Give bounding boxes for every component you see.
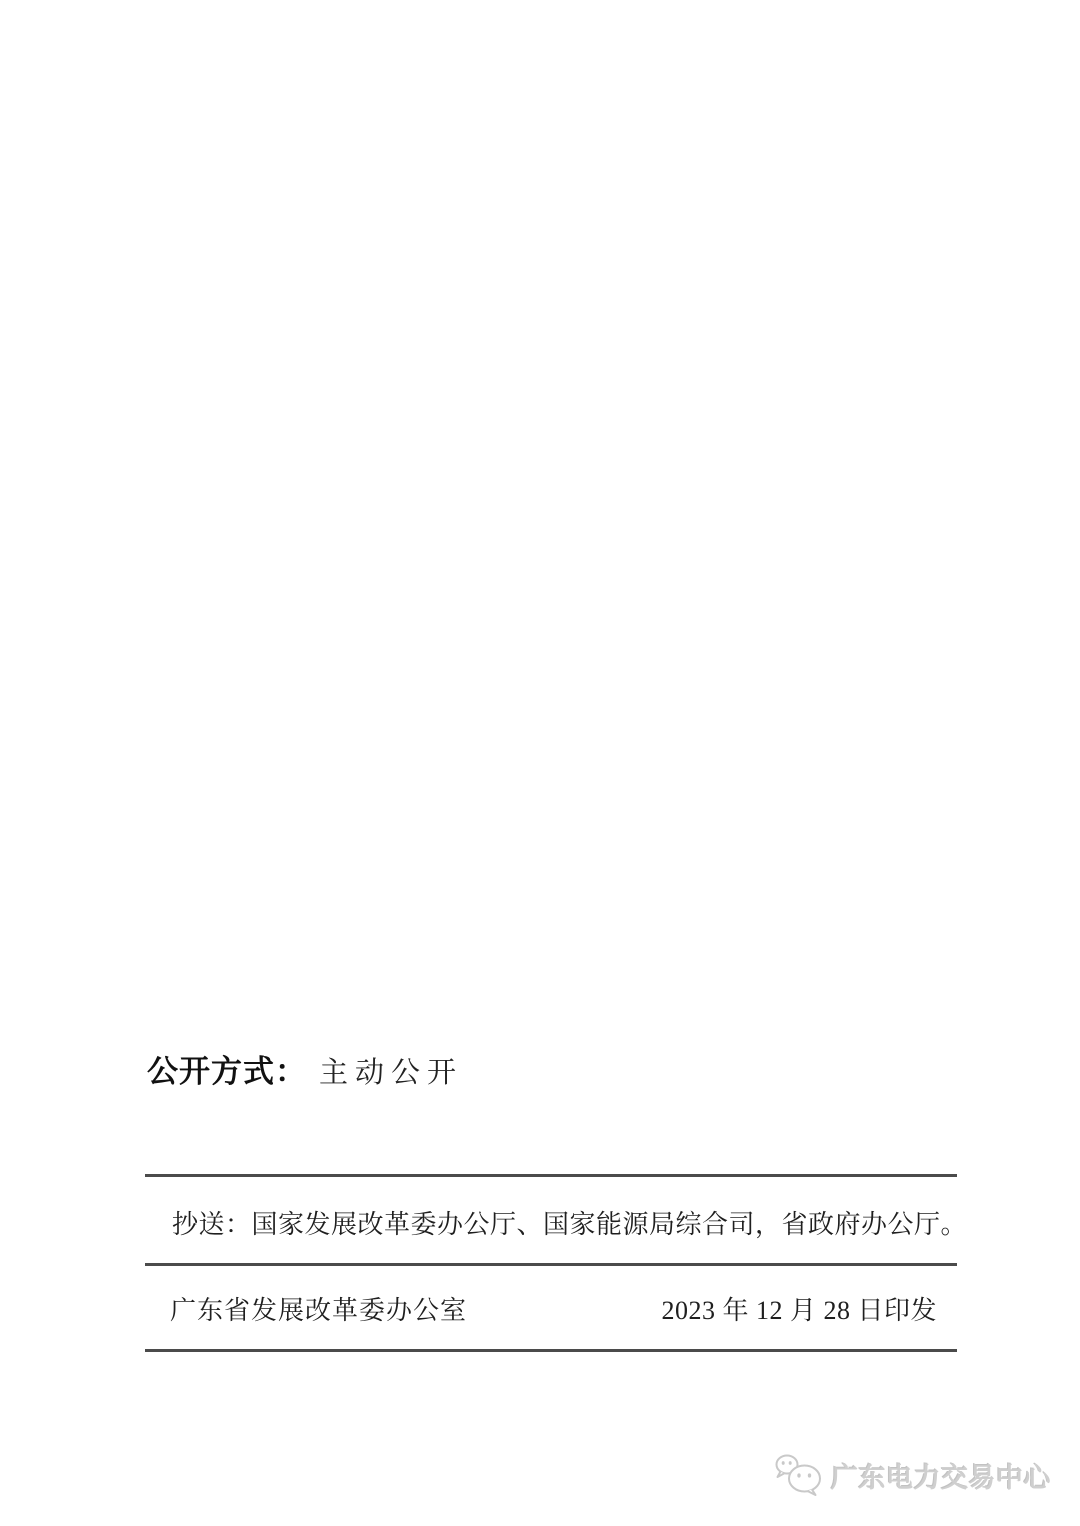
- divider-bottom: [145, 1349, 957, 1352]
- divider-top: [145, 1174, 957, 1177]
- issue-date: 2023 年 12 月 28 日印发: [661, 1296, 937, 1325]
- issuance-row: [170, 1290, 937, 1327]
- issuing-office: 广东省发展改革委办公室: [170, 1296, 468, 1325]
- disclosure-line: [147, 1046, 463, 1091]
- cc-line: 抄送：国家发展改革委办公厅、国家能源局综合司，省政府办公厅。: [172, 1210, 968, 1239]
- watermark: [774, 1452, 1051, 1498]
- disclosure-label: 公开方式：: [147, 1054, 307, 1089]
- wechat-logo-icon: [774, 1452, 824, 1498]
- divider-middle: [145, 1263, 957, 1266]
- watermark-text: 广东电力交易中心: [831, 1462, 1051, 1493]
- disclosure-value: 主动公开: [319, 1057, 464, 1089]
